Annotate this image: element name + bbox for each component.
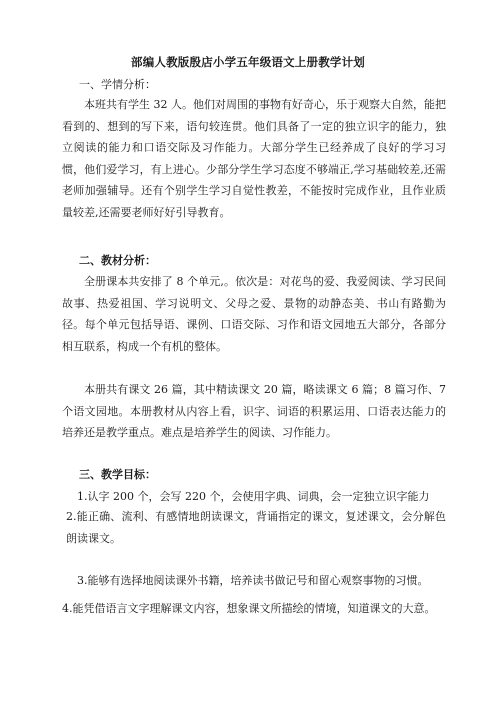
section-heading-situation: 一、学情分析： (79, 78, 156, 91)
document-title: 部编人教版殷店小学五年级语文上册教学计划 (131, 55, 365, 69)
goal-item-4: 4.能凭借语言文字理解课文内容，想象课文所描绘的情境，知道课文的大意。 (62, 602, 436, 615)
paragraph-situation: 本班共有学生 32 人。他们对周围的事物有好奇心，乐于观察大自然，能把看到的、想到的写下来，语句较连贯。他们具备了一定的独立识字的能力，独立阅读的能力和口语交际及习作能力。大部分学生已经养成了良好的学习习惯，他们爱学习，有上进心。少部分学生学习态度不够端正,学习基础较差,还需老师加强辅导。还有个别学生学习自觉性教差，不能按时完成作业，且作业质量较差,还需要老师好好引导教育。 (62, 98, 446, 219)
goal-item-2: 2.能正确、流利、有感情地朗读课文，背诵指定的课文，复述课文，会分解色朗读课文。 (66, 510, 446, 545)
paragraph-textbook-lessons: 本册共有课文 26 篇，其中精读课文 20 篇，略读课文 6 篇；8 篇习作、7 个语文园地。本册教材从内容上看，识字、词语的积累运用、口语表达能力的培养还是教学重点。难点是培养学生的阅读、习作能力。 (62, 383, 446, 439)
goal-item-3: 3.能够有选择地阅读课外书籍，培养读书做记号和留心观察事物的习惯。 (77, 574, 429, 587)
paragraph-textbook-units: 全册课本共安排了 8 个单元,。依次是：对花鸟的爱、我爱阅读、学习民间故事、热爱祖国、学习说明文、父母之爱、景物的动静态美、书山有路勤为径。每个单元包括导语、课例、口语交际、习作和语文园地五大部分，各部分相互联系，构成一个有机的整体。 (62, 275, 446, 353)
goal-item-1: 1.认字 200 个，会写 220 个，会使用字典、词典，会一定独立识字能力 (77, 490, 430, 503)
section-heading-textbook: 二、教材分析： (79, 254, 156, 267)
section-heading-goals: 三、教学目标： (79, 468, 156, 481)
